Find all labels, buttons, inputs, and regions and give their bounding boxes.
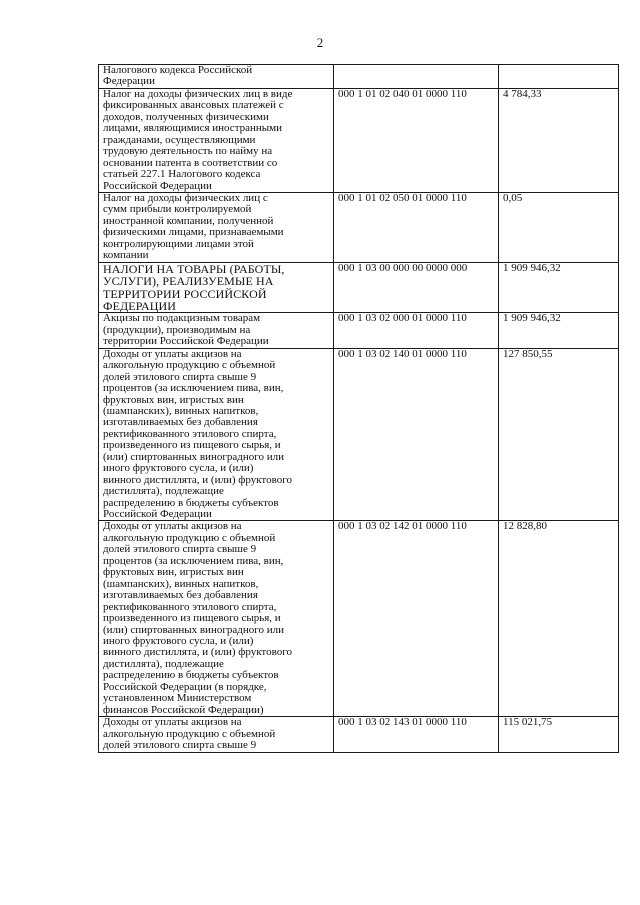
text-line: сумм прибыли контролируемой	[103, 203, 252, 216]
revenue-table	[98, 64, 619, 753]
text-line: Налогового кодекса Российской	[103, 64, 253, 76]
income-name-cell	[99, 65, 334, 89]
budget-code-cell: 000 1 03 02 000 01 0000 110	[334, 313, 499, 348]
text-line: алкогольную продукцию с объемной	[103, 359, 276, 372]
amount-cell: 127 850,55	[499, 348, 619, 521]
text-line: алкогольную продукцию с объемной	[103, 727, 276, 740]
text-line: распределению в бюджеты субъектов	[103, 496, 279, 509]
text-line: основании патента в соответствии со	[103, 156, 278, 169]
text-line: гражданами, осуществляющими	[103, 133, 256, 146]
table-row	[99, 313, 619, 348]
text-line: произведенного из пищевого сырья, и	[103, 612, 281, 625]
text-line: Налог на доходы физических лиц с	[103, 191, 268, 204]
income-name-cell	[99, 88, 334, 192]
income-name-cell	[99, 717, 334, 752]
text-line: процентов (за исключением пива, вин,	[103, 554, 284, 567]
text-line: иного фруктового сусла, и (или)	[103, 462, 254, 475]
text-line: финансов Российской Федерации)	[103, 703, 264, 716]
text-line: УСЛУГИ), РЕАЛИЗУЕМЫЕ НА	[103, 274, 274, 289]
text-line: Доходы от уплаты акцизов на	[103, 347, 242, 360]
text-line: Российской Федерации	[103, 508, 212, 521]
text-line: (или) спиртованных виноградного или	[103, 623, 284, 636]
text-line: (или) спиртованных виноградного или	[103, 450, 284, 463]
text-line: иного фруктового сусла, и (или)	[103, 635, 254, 648]
text-line: контролирующими лицами этой	[103, 237, 254, 250]
table-row	[99, 521, 619, 717]
budget-code-cell: 000 1 03 02 142 01 0000 110	[334, 521, 499, 717]
text-line: винного дистиллята, и (или) фруктового	[103, 473, 292, 486]
text-line: физическими лицами, признаваемыми	[103, 226, 284, 239]
text-line: долей этилового спирта свыше 9	[103, 739, 257, 752]
amount-cell: 1 909 946,32	[499, 262, 619, 313]
text-line: НАЛОГИ НА ТОВАРЫ (РАБОТЫ,	[103, 261, 285, 276]
text-line: винного дистиллята, и (или) фруктового	[103, 646, 292, 659]
text-line: дистиллята), подлежащие	[103, 485, 224, 498]
text-line: ректификованного этилового спирта,	[103, 427, 277, 440]
budget-code-cell: 000 1 01 02 040 01 0000 110	[334, 88, 499, 192]
text-line: компании	[103, 249, 149, 262]
budget-code-cell: 000 1 03 02 140 01 0000 110	[334, 348, 499, 521]
budget-code-cell: 000 1 03 00 000 00 0000 000	[334, 262, 499, 313]
text-line: трудовую деятельность по найму на	[103, 145, 273, 158]
income-name-cell	[99, 262, 334, 313]
text-line: фруктовых вин, игристых вин	[103, 393, 244, 406]
text-line: ТЕРРИТОРИИ РОССИЙСКОЙ	[103, 286, 267, 301]
income-name-cell	[99, 348, 334, 521]
text-line: установленном Министерством	[103, 692, 252, 705]
budget-code-cell: 000 1 03 02 143 01 0000 110	[334, 717, 499, 752]
budget-code-cell	[334, 65, 499, 89]
text-line: (продукции), производимым на	[103, 323, 251, 336]
amount-cell: 0,05	[499, 192, 619, 262]
text-line: лицами, являющимися иностранными	[103, 122, 283, 135]
text-line: произведенного из пищевого сырья, и	[103, 439, 281, 452]
text-line: фиксированных авансовых платежей с	[103, 99, 284, 112]
table-row	[99, 348, 619, 521]
amount-cell	[499, 65, 619, 89]
text-line: изготавливаемых без добавления	[103, 589, 258, 602]
text-line: Акцизы по подакцизным товарам	[103, 312, 261, 325]
text-line: Российской Федерации	[103, 179, 212, 192]
text-line: (шампанских), винных напитков,	[103, 577, 259, 590]
text-line: территории Российской Федерации	[103, 335, 269, 348]
page-number: 2	[316, 35, 324, 50]
text-line: Российской Федерации (в порядке,	[103, 680, 267, 693]
text-line: доходов, полученных физическими	[103, 110, 269, 123]
text-line: дистиллята), подлежащие	[103, 657, 224, 670]
text-line: (шампанских), винных напитков,	[103, 404, 259, 417]
text-line: алкогольную продукцию с объемной	[103, 531, 276, 544]
amount-cell: 1 909 946,32	[499, 313, 619, 348]
text-line: изготавливаемых без добавления	[103, 416, 258, 429]
amount-cell: 115 021,75	[499, 717, 619, 752]
text-line: фруктовых вин, игристых вин	[103, 566, 244, 579]
text-line: иностранной компании, полученной	[103, 214, 274, 227]
text-line: процентов (за исключением пива, вин,	[103, 382, 284, 395]
income-name-cell	[99, 192, 334, 262]
text-line: Налог на доходы физических лиц в виде	[103, 87, 293, 100]
table-row	[99, 262, 619, 313]
table-row	[99, 192, 619, 262]
text-line: распределению в бюджеты субъектов	[103, 669, 279, 682]
text-line: Доходы от уплаты акцизов на	[103, 716, 242, 729]
table-row	[99, 717, 619, 752]
text-line: долей этилового спирта свыше 9	[103, 543, 257, 556]
text-line: долей этилового спирта свыше 9	[103, 370, 257, 383]
text-line: ФЕДЕРАЦИИ	[103, 298, 177, 313]
budget-code-cell: 000 1 01 02 050 01 0000 110	[334, 192, 499, 262]
income-name-cell	[99, 313, 334, 348]
table-row	[99, 65, 619, 89]
text-line: статьей 227.1 Налогового кодекса	[103, 168, 261, 181]
text-line: Доходы от уплаты акцизов на	[103, 520, 242, 533]
text-line: Федерации	[103, 75, 155, 88]
amount-cell: 4 784,33	[499, 88, 619, 192]
income-name-cell	[99, 521, 334, 717]
table-row	[99, 88, 619, 192]
amount-cell: 12 828,80	[499, 521, 619, 717]
text-line: ректификованного этилового спирта,	[103, 600, 277, 613]
